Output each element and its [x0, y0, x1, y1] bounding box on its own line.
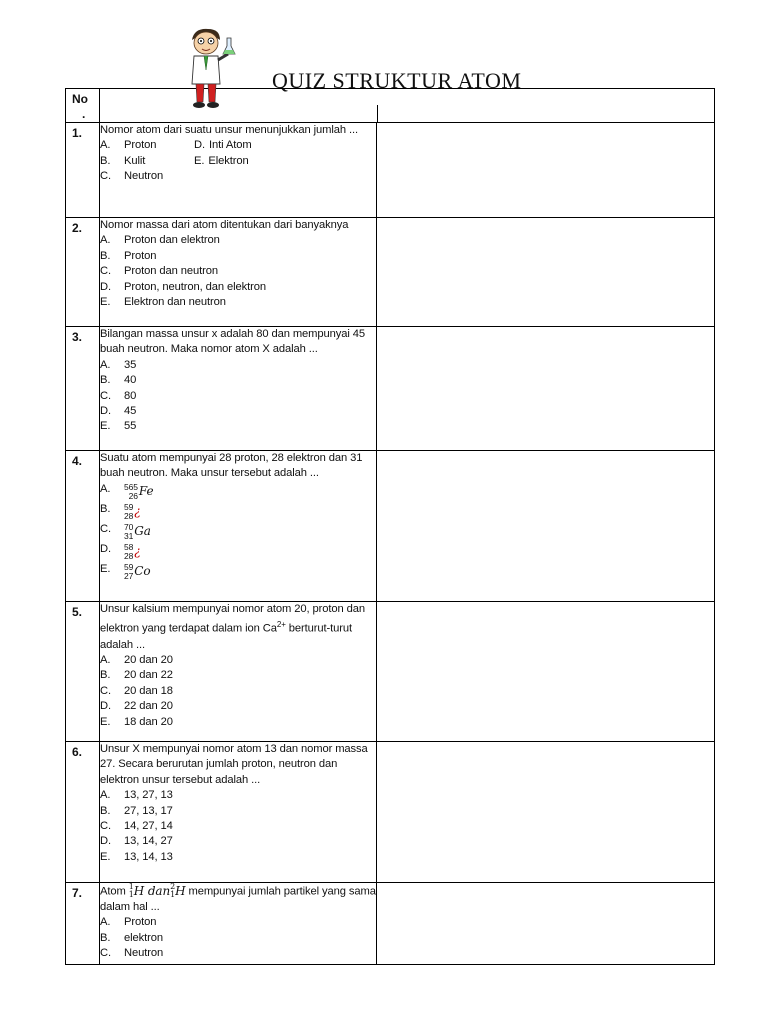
question-stem: Unsur kalsium mempunyai nomor atom 20, proton dan elektron yang terdapat dalam ion $Ca^{2+}$ berturut-turut adalah ... — [100, 603, 365, 651]
question-stem: Atom 1 1 H dan 2 1 H mempunyai jumlah partikel yang sama dalam hal ... — [100, 882, 376, 913]
question-stem: Nomor atom dari suatu unsur menunjukkan jumlah ... — [100, 124, 359, 136]
option-a: A. Proton dan elektron — [100, 234, 220, 247]
isotope-notation: 70 31 Ga — [124, 522, 151, 541]
question-cell — [100, 602, 377, 742]
option-e: E. 59 27 Co — [100, 562, 151, 581]
answer-cell[interactable] — [377, 451, 715, 602]
option-d: D. Inti Atom — [194, 139, 252, 152]
option-b: B. Proton — [100, 249, 157, 262]
question-row — [66, 451, 715, 602]
option-c: C. 70 31 Ga — [100, 522, 151, 541]
option-a: A. 35 — [100, 358, 137, 371]
question-cell — [100, 218, 377, 327]
option-e: E. 13, 14, 13 — [100, 850, 173, 863]
header-no-label: No — [72, 92, 88, 106]
question-row — [66, 602, 715, 742]
option-e: E. 18 dan 20 — [100, 715, 173, 728]
option-b: B. 40 — [100, 374, 137, 387]
option-e: E. 55 — [100, 420, 137, 433]
option-a: A. 13, 27, 13 — [100, 789, 173, 802]
option-c: C. Proton dan neutron — [100, 265, 218, 278]
answer-cell[interactable] — [377, 602, 715, 742]
question-cell — [100, 123, 377, 218]
ion-charge: 2+ — [276, 620, 286, 630]
answer-cell[interactable] — [377, 742, 715, 883]
option-b: B. Kulit — [100, 154, 146, 167]
question-number: 7. — [66, 883, 100, 965]
option-c: C. 14, 27, 14 — [100, 820, 173, 833]
question-number: 2. — [66, 218, 100, 327]
question-stem: Nomor massa dari atom ditentukan dari banyaknya — [100, 219, 349, 231]
question-row — [66, 327, 715, 451]
question-number: 4. — [66, 451, 100, 602]
option-a: A. Proton — [100, 139, 157, 152]
scientist-illustration — [184, 26, 240, 112]
question-row — [66, 742, 715, 883]
option-d: D. 58 28 ¿ — [100, 542, 141, 561]
header-no-cell — [66, 89, 100, 123]
option-c: C. 20 dan 18 — [100, 684, 173, 697]
isotope-notation: 58 28 ¿ — [124, 542, 141, 561]
isotope-notation: 59 27 Co — [124, 562, 151, 581]
question-number: 1. — [66, 123, 100, 218]
header-no-dot: . — [82, 107, 86, 121]
question-cell — [100, 451, 377, 602]
question-row — [66, 883, 715, 965]
isotope-notation: 1 1 H dan 2 1 H — [128, 882, 186, 899]
option-b: B. 27, 13, 17 — [100, 804, 173, 817]
isotope-notation: 565 26 Fe — [124, 482, 154, 501]
answer-cell[interactable] — [377, 218, 715, 327]
option-d: D. Proton, neutron, dan elektron — [100, 280, 267, 293]
question-stem: Bilangan massa unsur x adalah 80 dan mempunyai 45 buah neutron. Maka nomor atom X adalah ... — [100, 328, 366, 356]
option-b: B. 20 dan 22 — [100, 669, 173, 682]
quiz-table — [65, 88, 715, 965]
option-a: A. 565 26 Fe — [100, 482, 154, 501]
table-header-row — [66, 89, 715, 123]
question-row — [66, 123, 715, 218]
answer-cell[interactable] — [377, 883, 715, 965]
option-d: D. 45 — [100, 405, 137, 418]
page-title: QUIZ STRUKTUR ATOM — [272, 68, 522, 93]
question-number: 6. — [66, 742, 100, 883]
question-stem: Suatu atom mempunyai 28 proton, 28 elektron dan 31 buah neutron. Maka unsur tersebut adalah ... — [100, 452, 363, 480]
isotope-notation: 59 28 ¿ — [124, 502, 141, 521]
question-row — [66, 218, 715, 327]
question-number: 3. — [66, 327, 100, 451]
answer-cell[interactable] — [377, 327, 715, 451]
question-cell — [100, 883, 377, 965]
option-c: C. Neutron — [100, 170, 164, 183]
option-e: E. Elektron dan neutron — [100, 296, 226, 309]
option-c: C. Neutron — [100, 947, 164, 960]
answer-cell[interactable] — [377, 123, 715, 218]
question-stem: Unsur X mempunyai nomor atom 13 dan nomor massa 27. Secara berurutan jumlah proton, neutron dan elektron unsur tersebut adalah ... — [100, 743, 368, 786]
question-number: 5. — [66, 602, 100, 742]
option-b: B. elektron — [100, 931, 164, 944]
option-a: A. 20 dan 20 — [100, 653, 173, 666]
option-a: A. Proton — [100, 916, 157, 929]
option-d: D. 13, 14, 27 — [100, 835, 173, 848]
question-cell — [100, 742, 377, 883]
option-e: E. Elektron — [194, 154, 249, 167]
option-b: B. 59 28 ¿ — [100, 502, 141, 521]
question-cell — [100, 327, 377, 451]
option-c: C. 80 — [100, 389, 137, 402]
option-d: D. 22 dan 20 — [100, 700, 173, 713]
